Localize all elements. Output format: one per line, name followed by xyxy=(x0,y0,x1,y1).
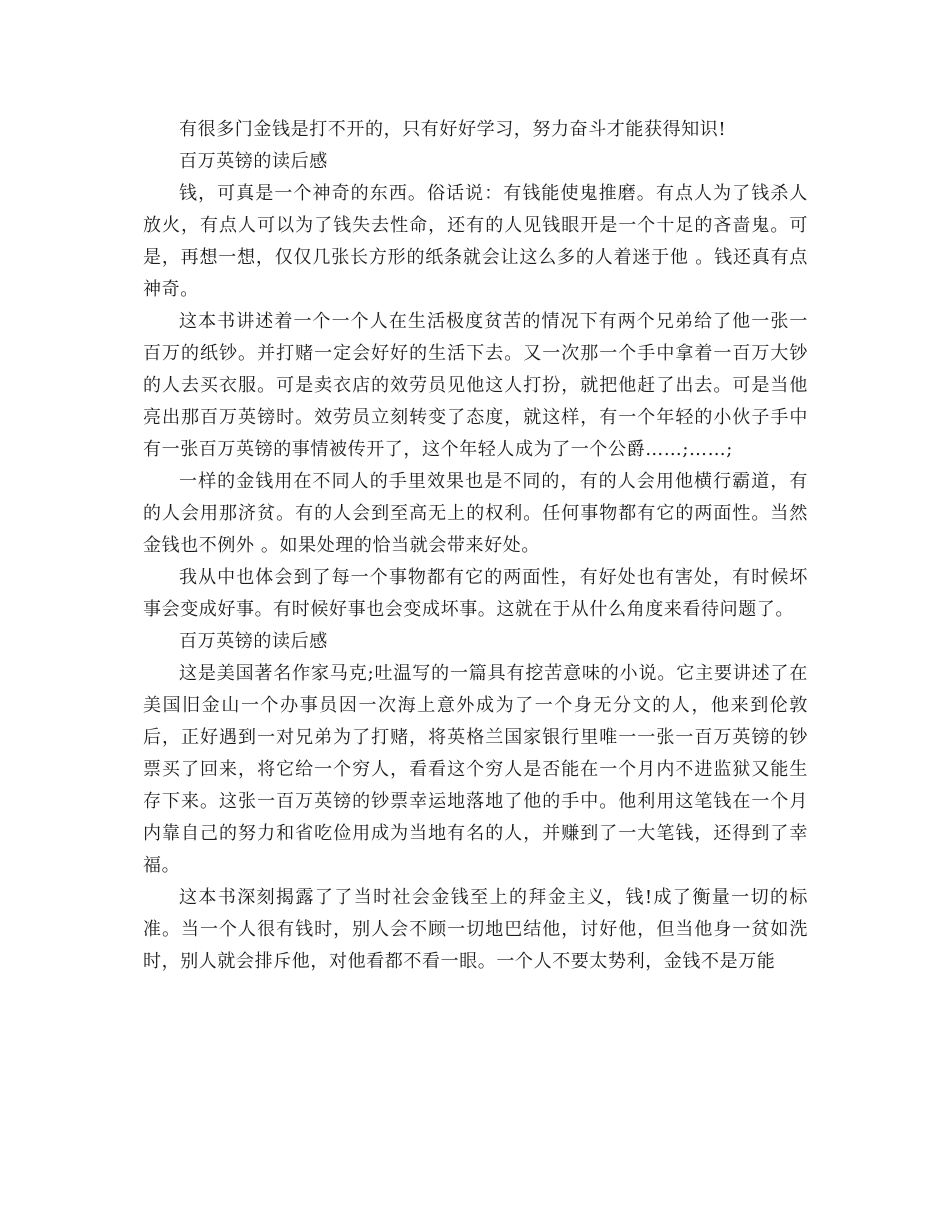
paragraph: 这本书深刻揭露了了当时社会金钱至上的拜金主义，钱!成了衡量一切的标准。当一个人很有钱时，别人会不顾一切地巴结他，讨好他，但当他身一贫如洗时，别人就会排斥他，对他看都不看一眼。一个人不要太势利，金钱不是万能 xyxy=(143,887,808,972)
paragraph: 钱，可真是一个神奇的东西。俗话说：有钱能使鬼推磨。有点人为了钱杀人放火，有点人可以为了钱失去性命，还有的人见钱眼开是一个十足的吝啬鬼。可是，再想一想，仅仅几张长方形的纸条就会让这么多的人着迷于他 。钱还真有点神奇。 xyxy=(143,183,808,300)
paragraph: 这是美国著名作家马克;吐温写的一篇具有挖苦意味的小说。它主要讲述了在美国旧金山一个办事员因一次海上意外成为了一个身无分文的人，他来到伦敦后，正好遇到一对兄弟为了打赌，将英格兰国家银行里唯一一张一百万英镑的钞票买了回来，将它给一个穷人，看看这个穷人是否能在一个月内不进监狱又能生存下来。这张一百万英镑的钞票幸运地落地了他的手中。他利用这笔钱在一个月内靠自己的努力和省吃俭用成为当地有名的人，并赚到了一大笔钱，还得到了幸福。 xyxy=(143,663,808,876)
paragraph: 这本书讲述着一个一个人在生活极度贫苦的情况下有两个兄弟给了他一张一百万的纸钞。并打赌一定会好好的生活下去。又一次那一个手中拿着一百万大钞的人去买衣服。可是卖衣店的效劳员见他这人打扮，就把他赶了出去。可是当他亮出那百万英镑时。效劳员立刻转变了态度，就这样，有一个年轻的小伙子手中有一张百万英镑的事情被传开了，这个年轻人成为了一个公爵……;……; xyxy=(143,311,808,460)
paragraph: 一样的金钱用在不同人的手里效果也是不同的，有的人会用他横行霸道，有的人会用那济贫。有的人会到至高无上的权利。任何事物都有它的两面性。当然金钱也不例外 。如果处理的恰当就会带来好处。 xyxy=(143,471,808,556)
section-heading: 百万英镑的读后感 xyxy=(179,151,328,172)
section-heading: 百万英镑的读后感 xyxy=(179,631,328,652)
paragraph: 有很多门金钱是打不开的，只有好好学习，努力奋斗才能获得知识! xyxy=(179,119,727,140)
paragraph: 我从中也体会到了每一个事物都有它的两面性，有好处也有害处，有时候坏事会变成好事。有时候好事也会变成坏事。这就在于从什么角度来看待问题了。 xyxy=(143,567,808,620)
document-body xyxy=(143,114,808,978)
